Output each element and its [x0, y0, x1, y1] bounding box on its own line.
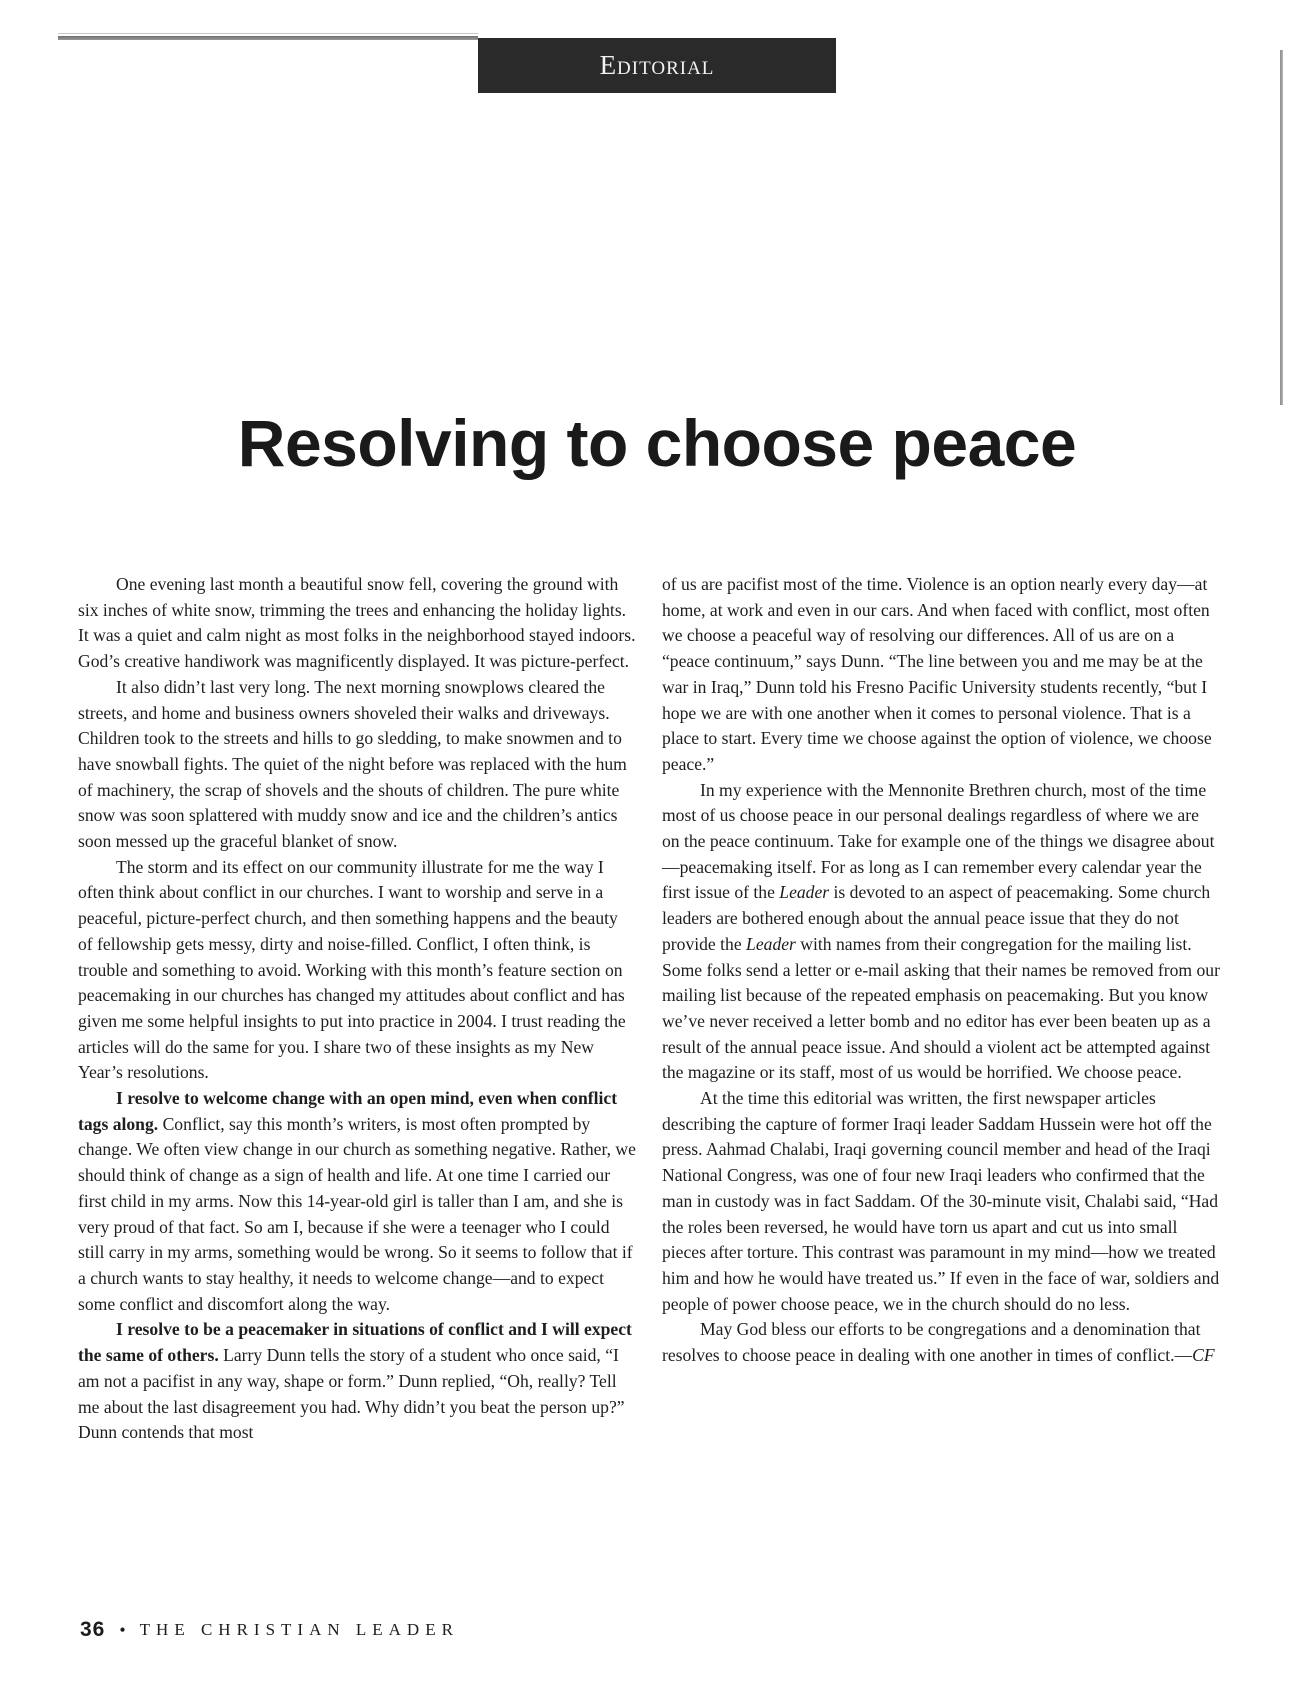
publication-title: THE CHRISTIAN LEADER [139, 1620, 459, 1639]
section-label: Editorial [478, 38, 836, 93]
resolution-paragraph [78, 1317, 636, 1446]
signoff-text: May God bless our efforts to be congregations and a denomination that resolves to choose peace in dealing with one another in times of conflict.— [662, 1319, 1201, 1366]
paragraph-text: is devoted to an aspect of peacemaking. Some church leaders are bothered enough about the annual peace issue that they do not provide the [662, 882, 1211, 954]
article-title: Resolving to choose peace [237, 406, 1077, 480]
resolution-text: Larry Dunn tells the story of a student who once said, “I am not a pacifist in any way, shape or form.” Dunn replied, “Oh, really? Tell me about the last disagreement you had. Why didn’t you beat the person up?” Dunn contends that most [78, 1345, 625, 1443]
article-column-left [78, 572, 636, 1446]
author-initials: CF [1192, 1345, 1215, 1366]
top-rule [58, 36, 478, 40]
publication-name: Leader [779, 882, 830, 903]
resolution-paragraph [78, 1086, 636, 1317]
article-column-right [662, 572, 1220, 1369]
paragraph-text: In my experience with the Mennonite Brethren church, most of the time most of us choose peace in our personal dealings regardless of where we are on the peace continuum. Take for example one of the things we disagree about—peacemaking itself. For as long as I can remember every calendar year the first issue of the [662, 779, 1215, 903]
top-rule-highlight [58, 33, 478, 34]
paragraph: One evening last month a beautiful snow fell, covering the ground with six inches of white snow, trimming the trees and enhancing the holiday lights. It was a quiet and calm night as most folks in the neighborhood stayed indoors. God’s creative handiwork was magnificently displayed. It was picture-perfect. [78, 574, 636, 672]
publication-name: Leader [746, 933, 796, 954]
paragraph-text: with names from their congregation for the mailing list. Some folks send a letter or e-mail asking that their names be removed from our mailing list because of the repeated emphasis on peacemaking. But you know we’ve never received a letter bomb and no editor has ever been beaten up as a result of the annual peace issue. And should a violent act be attempted against the magazine or its staff, most of us would be horrified. We choose peace. [662, 933, 1220, 1083]
page-number: 36 [80, 1618, 106, 1641]
footer-separator: • [119, 1619, 126, 1640]
resolution-text: Conflict, say this month’s writers, is most often prompted by change. We often view change in our church as something negative. Rather, we should think of change as a sign of health and life. At one time I carried our first child in my arms. Now this 14-year-old girl is taller than I am, and she is very proud of that fact. So am I, because if she were a teenager who I could still carry in my arms, something would be wrong. So it seems to follow that if a church wants to stay healthy, it needs to welcome change—and to expect some conflict and discomfort along the way. [78, 1113, 636, 1314]
resolution-heading: I resolve to welcome change with an open mind, even when conflict tags along. [78, 1088, 618, 1134]
paragraph [662, 778, 1220, 1086]
paragraph: The storm and its effect on our community illustrate for me the way I often think about conflict in our churches. I want to worship and serve in a peaceful, picture-perfect church, and then something happens and the beauty of fellowship gets messy, dirty and noise-filled. Conflict, I often think, is trouble and something to avoid. Working with this month’s feature section on peacemaking in our churches has changed my attitudes about conflict and has given me some helpful insights to put into practice in 2004. I trust reading the articles will do the same for you. I share two of these insights as my New Year’s resolutions. [78, 856, 626, 1083]
resolution-heading: I resolve to be a peacemaker in situations of conflict and I will expect the same of others. [78, 1319, 632, 1366]
signoff-paragraph [662, 1317, 1220, 1368]
paragraph-continued: of us are pacifist most of the time. Violence is an option nearly every day—at home, at work and even in our cars. And when faced with conflict, most often we choose a peaceful way of resolving our differences. All of us are on a “peace continuum,” says Dunn. “The line between you and me may be at the war in Iraq,” Dunn told his Fresno Pacific University students recently, “but I hope we are with one another when it comes to personal violence. That is a place to start. Every time we choose against the option of violence, we choose peace.” [662, 574, 1212, 774]
paragraph: At the time this editorial was written, the first newspaper articles describing the capture of former Iraqi leader Saddam Hussein were hot off the press. Aahmad Chalabi, Iraqi governing council member and head of the Iraqi National Congress, was one of four new Iraqi leaders who confirmed that the man in custody was in fact Saddam. Of the 30-minute visit, Chalabi said, “Had the roles been reversed, he would have torn us apart and cut us into small pieces after torture. This contrast was paramount in my mind—how we treated him and how he would have treated us.” If even in the face of war, soldiers and people of power choose peace, we in the church should do no less. [662, 1088, 1220, 1314]
paragraph: It also didn’t last very long. The next morning snowplows cleared the streets, and home and business owners shoveled their walks and driveways. Children took to the streets and hills to go sledding, to make snowmen and to have snowball fights. The quiet of the night before was replaced with the hum of machinery, the scrap of shovels and the shouts of children. The pure white snow was soon splattered with muddy snow and ice and the children’s antics soon messed up the graceful blanket of snow. [78, 676, 627, 852]
page-footer [80, 1618, 459, 1642]
page-edge-rule [1280, 50, 1283, 405]
